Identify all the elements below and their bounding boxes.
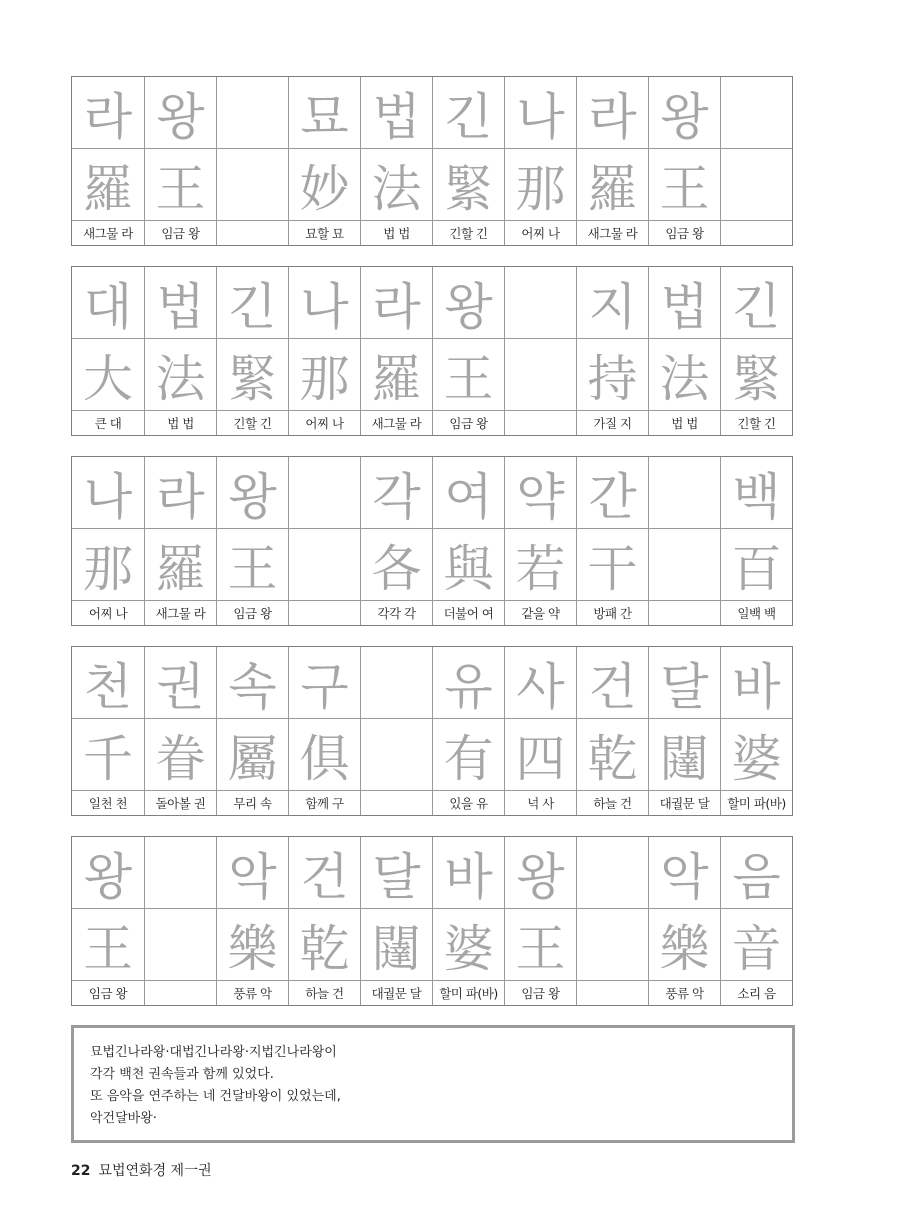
hangul-trace-char: 악 bbox=[649, 837, 720, 909]
hanja-trace-char: 那 bbox=[289, 339, 360, 411]
tracing-cell bbox=[648, 457, 720, 625]
hanja-meaning-label: 묘할 묘 bbox=[305, 226, 344, 241]
hanja-meaning-label: 풍류 악 bbox=[665, 986, 704, 1001]
tracing-cell bbox=[648, 267, 720, 435]
hangul-trace-char: 묘 bbox=[289, 77, 360, 149]
hangul-trace-char: 속 bbox=[217, 647, 288, 719]
hangul-trace-char: 라 bbox=[577, 77, 648, 149]
tracing-cell bbox=[288, 77, 360, 245]
hanja-trace-char: 緊 bbox=[721, 339, 792, 411]
hangul-trace-char: 법 bbox=[361, 77, 432, 149]
tracing-cell bbox=[216, 457, 288, 625]
hangul-trace-char: 간 bbox=[577, 457, 648, 529]
hanja-trace-char: 闥 bbox=[649, 719, 720, 791]
hanja-trace-char: 法 bbox=[649, 339, 720, 411]
tracing-cell bbox=[216, 837, 288, 1005]
tracing-block bbox=[71, 456, 793, 626]
hanja-trace-char: 千 bbox=[72, 719, 144, 791]
hangul-trace-char: 약 bbox=[505, 457, 576, 529]
hanja-meaning-label: 임금 왕 bbox=[233, 606, 272, 621]
tracing-cell bbox=[72, 457, 144, 625]
tracing-cell bbox=[720, 457, 792, 625]
hanja-meaning-label: 풍류 악 bbox=[233, 986, 272, 1001]
hanja-meaning-label: 하늘 건 bbox=[305, 986, 344, 1001]
hanja-trace-char bbox=[145, 909, 216, 981]
summary-box bbox=[71, 1025, 795, 1143]
hanja-meaning-label: 큰 대 bbox=[94, 416, 122, 431]
hangul-trace-char: 나 bbox=[505, 77, 576, 149]
hanja-meaning-label: 각각 각 bbox=[377, 606, 416, 621]
tracing-cell bbox=[144, 267, 216, 435]
hanja-meaning-label bbox=[721, 221, 792, 245]
summary-line-2: 각각 백천 권속들과 함께 있었다. bbox=[90, 1067, 274, 1082]
hanja-trace-char: 俱 bbox=[289, 719, 360, 791]
page-footer bbox=[71, 1160, 212, 1180]
hanja-trace-char bbox=[289, 529, 360, 601]
hangul-trace-char: 구 bbox=[289, 647, 360, 719]
hangul-trace-char: 여 bbox=[433, 457, 504, 529]
hanja-trace-char: 持 bbox=[577, 339, 648, 411]
hanja-trace-char bbox=[577, 909, 648, 981]
hanja-trace-char: 與 bbox=[433, 529, 504, 601]
tracing-cell bbox=[432, 837, 504, 1005]
hanja-trace-char: 羅 bbox=[361, 339, 432, 411]
tracing-cell bbox=[432, 647, 504, 815]
tracing-cell bbox=[504, 77, 576, 245]
summary-line-3: 또 음악을 연주하는 네 건달바왕이 있었는데, bbox=[90, 1089, 341, 1104]
hangul-trace-char: 지 bbox=[577, 267, 648, 339]
tracing-cell bbox=[288, 647, 360, 815]
hanja-trace-char: 音 bbox=[721, 909, 792, 981]
hanja-trace-char: 羅 bbox=[145, 529, 216, 601]
hangul-trace-char: 달 bbox=[649, 647, 720, 719]
tracing-cell bbox=[648, 647, 720, 815]
hanja-meaning-label: 임금 왕 bbox=[521, 986, 560, 1001]
hangul-trace-char: 백 bbox=[721, 457, 792, 529]
hanja-trace-char bbox=[721, 149, 792, 221]
tracing-cell bbox=[504, 457, 576, 625]
hangul-trace-char: 왕 bbox=[217, 457, 288, 529]
hanja-meaning-label: 일백 백 bbox=[737, 606, 776, 621]
tracing-block bbox=[71, 76, 793, 246]
hangul-trace-char: 유 bbox=[433, 647, 504, 719]
hanja-trace-char: 王 bbox=[649, 149, 720, 221]
hangul-trace-char bbox=[145, 837, 216, 909]
hanja-meaning-label: 돌아볼 권 bbox=[155, 796, 206, 811]
hanja-trace-char: 王 bbox=[145, 149, 216, 221]
hanja-trace-char: 有 bbox=[433, 719, 504, 791]
tracing-cell bbox=[144, 647, 216, 815]
hangul-trace-char: 법 bbox=[649, 267, 720, 339]
tracing-cell bbox=[720, 647, 792, 815]
hanja-trace-char: 婆 bbox=[721, 719, 792, 791]
hanja-trace-char: 干 bbox=[577, 529, 648, 601]
hangul-trace-char bbox=[289, 457, 360, 529]
hanja-trace-char: 樂 bbox=[649, 909, 720, 981]
hanja-trace-char: 妙 bbox=[289, 149, 360, 221]
hangul-trace-char: 왕 bbox=[72, 837, 144, 909]
hanja-trace-char: 若 bbox=[505, 529, 576, 601]
tracing-cell bbox=[216, 77, 288, 245]
tracing-cell bbox=[360, 457, 432, 625]
hanja-trace-char: 闥 bbox=[361, 909, 432, 981]
hanja-trace-char: 王 bbox=[72, 909, 144, 981]
hanja-trace-char bbox=[505, 339, 576, 411]
hanja-meaning-label bbox=[217, 221, 288, 245]
hanja-meaning-label: 새그물 라 bbox=[155, 606, 206, 621]
hanja-meaning-label: 임금 왕 bbox=[88, 986, 128, 1001]
tracing-cell bbox=[720, 77, 792, 245]
hanja-trace-char: 婆 bbox=[433, 909, 504, 981]
hanja-trace-char: 眷 bbox=[145, 719, 216, 791]
hanja-meaning-label: 할미 파(바) bbox=[727, 796, 786, 811]
hanja-meaning-label: 하늘 건 bbox=[593, 796, 632, 811]
hanja-trace-char: 王 bbox=[433, 339, 504, 411]
hangul-trace-char: 건 bbox=[289, 837, 360, 909]
hanja-trace-char: 法 bbox=[361, 149, 432, 221]
summary-line-1: 묘법긴나라왕·대법긴나라왕·지법긴나라왕이 bbox=[90, 1045, 337, 1060]
hanja-trace-char: 緊 bbox=[433, 149, 504, 221]
hanja-trace-char: 四 bbox=[505, 719, 576, 791]
hangul-trace-char: 건 bbox=[577, 647, 648, 719]
hangul-trace-char: 왕 bbox=[145, 77, 216, 149]
hanja-trace-char: 王 bbox=[217, 529, 288, 601]
hanja-meaning-label: 어찌 나 bbox=[521, 226, 560, 241]
hanja-meaning-label: 어찌 나 bbox=[305, 416, 344, 431]
hanja-trace-char: 那 bbox=[72, 529, 144, 601]
hangul-trace-char bbox=[721, 77, 792, 149]
hanja-trace-char bbox=[649, 529, 720, 601]
hanja-meaning-label: 법 법 bbox=[383, 226, 410, 241]
hangul-trace-char: 대 bbox=[72, 267, 144, 339]
hanja-meaning-label: 어찌 나 bbox=[88, 606, 128, 621]
hanja-trace-char bbox=[217, 149, 288, 221]
hanja-meaning-label bbox=[289, 601, 360, 625]
hanja-meaning-label: 넉 사 bbox=[527, 796, 554, 811]
tracing-cell bbox=[144, 77, 216, 245]
hanja-meaning-label: 소리 음 bbox=[737, 986, 776, 1001]
tracing-cell bbox=[360, 647, 432, 815]
tracing-cell bbox=[72, 77, 144, 245]
hanja-meaning-label: 새그물 라 bbox=[587, 226, 638, 241]
tracing-cell bbox=[576, 647, 648, 815]
hangul-trace-char: 라 bbox=[361, 267, 432, 339]
hanja-meaning-label bbox=[505, 411, 576, 435]
tracing-cell bbox=[288, 267, 360, 435]
tracing-cell bbox=[144, 837, 216, 1005]
hangul-trace-char: 왕 bbox=[505, 837, 576, 909]
hanja-trace-char: 各 bbox=[361, 529, 432, 601]
hangul-trace-char: 각 bbox=[361, 457, 432, 529]
tracing-cell bbox=[648, 77, 720, 245]
hanja-meaning-label: 할미 파(바) bbox=[439, 986, 498, 1001]
hanja-trace-char: 那 bbox=[505, 149, 576, 221]
hanja-trace-char: 屬 bbox=[217, 719, 288, 791]
hangul-trace-char bbox=[217, 77, 288, 149]
hanja-meaning-label bbox=[649, 601, 720, 625]
hangul-trace-char bbox=[505, 267, 576, 339]
tracing-cell bbox=[720, 267, 792, 435]
hanja-meaning-label: 새그물 라 bbox=[83, 226, 133, 241]
tracing-cell bbox=[504, 837, 576, 1005]
tracing-cell bbox=[576, 77, 648, 245]
hanja-trace-char: 乾 bbox=[577, 719, 648, 791]
tracing-cell bbox=[360, 837, 432, 1005]
hanja-meaning-label: 방패 간 bbox=[593, 606, 632, 621]
hangul-trace-char: 음 bbox=[721, 837, 792, 909]
tracing-cell bbox=[216, 647, 288, 815]
hangul-trace-char: 바 bbox=[433, 837, 504, 909]
hanja-meaning-label: 있을 유 bbox=[449, 796, 488, 811]
hanja-meaning-label: 긴할 긴 bbox=[449, 226, 488, 241]
tracing-cell bbox=[72, 837, 144, 1005]
hanja-meaning-label: 가질 지 bbox=[593, 416, 632, 431]
hanja-trace-char: 樂 bbox=[217, 909, 288, 981]
tracing-cell bbox=[432, 77, 504, 245]
hanja-meaning-label: 더불어 여 bbox=[443, 606, 494, 621]
tracing-cell bbox=[576, 837, 648, 1005]
tracing-cell bbox=[648, 837, 720, 1005]
hangul-trace-char: 권 bbox=[145, 647, 216, 719]
hangul-trace-char: 라 bbox=[145, 457, 216, 529]
hanja-meaning-label: 임금 왕 bbox=[449, 416, 488, 431]
hangul-trace-char: 나 bbox=[72, 457, 144, 529]
hangul-trace-char: 긴 bbox=[217, 267, 288, 339]
hanja-meaning-label: 법 법 bbox=[671, 416, 698, 431]
hangul-trace-char: 사 bbox=[505, 647, 576, 719]
book-title: 묘법연화경 제一권 bbox=[98, 1163, 212, 1179]
hangul-trace-char: 라 bbox=[72, 77, 144, 149]
hanja-meaning-label: 법 법 bbox=[167, 416, 194, 431]
hanja-meaning-label: 긴할 긴 bbox=[737, 416, 776, 431]
tracing-cell bbox=[720, 837, 792, 1005]
hanja-meaning-label: 임금 왕 bbox=[161, 226, 200, 241]
hanja-trace-char: 王 bbox=[505, 909, 576, 981]
hanja-meaning-label: 임금 왕 bbox=[665, 226, 704, 241]
hanja-trace-char bbox=[361, 719, 432, 791]
hanja-meaning-label: 대궐문 달 bbox=[371, 986, 422, 1001]
tracing-cell bbox=[144, 457, 216, 625]
hangul-trace-char: 나 bbox=[289, 267, 360, 339]
tracing-cell bbox=[72, 267, 144, 435]
tracing-cell bbox=[432, 267, 504, 435]
hanja-meaning-label: 무리 속 bbox=[233, 796, 272, 811]
tracing-cell bbox=[216, 267, 288, 435]
hangul-trace-char bbox=[361, 647, 432, 719]
tracing-cell bbox=[288, 837, 360, 1005]
hanja-meaning-label: 새그물 라 bbox=[371, 416, 422, 431]
tracing-block bbox=[71, 646, 793, 816]
tracing-cell bbox=[504, 647, 576, 815]
tracing-block bbox=[71, 836, 793, 1006]
tracing-cell bbox=[432, 457, 504, 625]
hanja-trace-char: 法 bbox=[145, 339, 216, 411]
tracing-cell bbox=[360, 267, 432, 435]
hanja-meaning-label: 긴할 긴 bbox=[233, 416, 272, 431]
hangul-trace-char: 악 bbox=[217, 837, 288, 909]
hanja-trace-char: 緊 bbox=[217, 339, 288, 411]
hangul-trace-char: 달 bbox=[361, 837, 432, 909]
hangul-trace-char: 왕 bbox=[649, 77, 720, 149]
hanja-meaning-label bbox=[361, 791, 432, 815]
hanja-meaning-label bbox=[145, 981, 216, 1005]
summary-line-4: 악건달바왕· bbox=[90, 1111, 157, 1126]
hangul-trace-char: 법 bbox=[145, 267, 216, 339]
hangul-trace-char: 긴 bbox=[721, 267, 792, 339]
hangul-trace-char: 긴 bbox=[433, 77, 504, 149]
tracing-block bbox=[71, 266, 793, 436]
tracing-cell bbox=[576, 457, 648, 625]
hanja-trace-char: 乾 bbox=[289, 909, 360, 981]
hanja-trace-char: 羅 bbox=[72, 149, 144, 221]
hangul-trace-char bbox=[649, 457, 720, 529]
tracing-cell bbox=[576, 267, 648, 435]
hanja-meaning-label bbox=[577, 981, 648, 1005]
tracing-cell bbox=[72, 647, 144, 815]
hanja-meaning-label: 같을 약 bbox=[521, 606, 560, 621]
hanja-meaning-label: 함께 구 bbox=[305, 796, 344, 811]
tracing-cell bbox=[504, 267, 576, 435]
hanja-trace-char: 百 bbox=[721, 529, 792, 601]
hangul-trace-char: 바 bbox=[721, 647, 792, 719]
hanja-trace-char: 大 bbox=[72, 339, 144, 411]
hanja-meaning-label: 대궐문 달 bbox=[659, 796, 710, 811]
tracing-cell bbox=[288, 457, 360, 625]
hangul-trace-char: 왕 bbox=[433, 267, 504, 339]
hangul-trace-char bbox=[577, 837, 648, 909]
hanja-trace-char: 羅 bbox=[577, 149, 648, 221]
hangul-trace-char: 천 bbox=[72, 647, 144, 719]
hanja-meaning-label: 일천 천 bbox=[88, 796, 128, 811]
page-number: 22 bbox=[71, 1163, 91, 1179]
tracing-cell bbox=[360, 77, 432, 245]
